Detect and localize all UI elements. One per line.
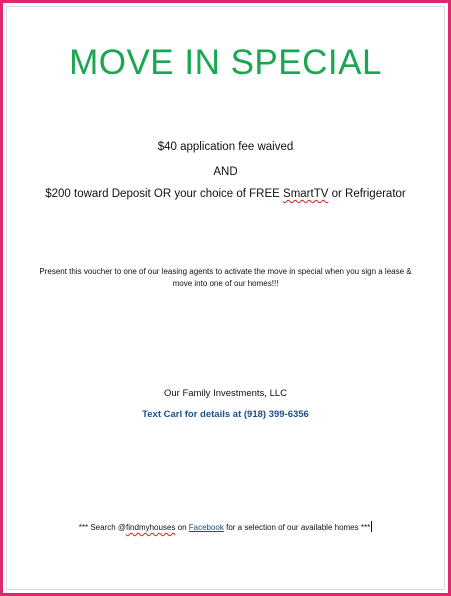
contact-line: Text Carl for details at (918) 399-6356 [142,409,309,420]
footer-prefix: *** Search @ [78,523,127,532]
text-cursor [371,521,372,532]
company-name: Our Family Investments, LLC [163,388,287,399]
facebook-link[interactable]: Facebook [188,523,224,532]
spellcheck-handle[interactable]: findmyhouses [126,523,176,532]
footer-line [3,521,448,532]
voucher-instructions: Present this voucher to one of our leasing agents to activate the move in special when you sign a lease & move into one of our homes!!! [39,267,412,288]
offer-and: AND [213,166,238,178]
page-inner-border [6,6,445,590]
page-title: MOVE IN SPECIAL [69,43,382,82]
offer-deposit-end: or Refrigerator [328,188,406,200]
offer-fee-waived: $40 application fee waived [157,141,294,153]
footer-middle: on [175,523,189,532]
offer-deposit [3,188,448,200]
offer-deposit-text: $200 toward Deposit OR your choice of FREE [45,188,284,200]
spellcheck-smarttv[interactable]: SmartTV [283,188,329,200]
footer-suffix: for a selection of our available homes *** [223,523,371,532]
